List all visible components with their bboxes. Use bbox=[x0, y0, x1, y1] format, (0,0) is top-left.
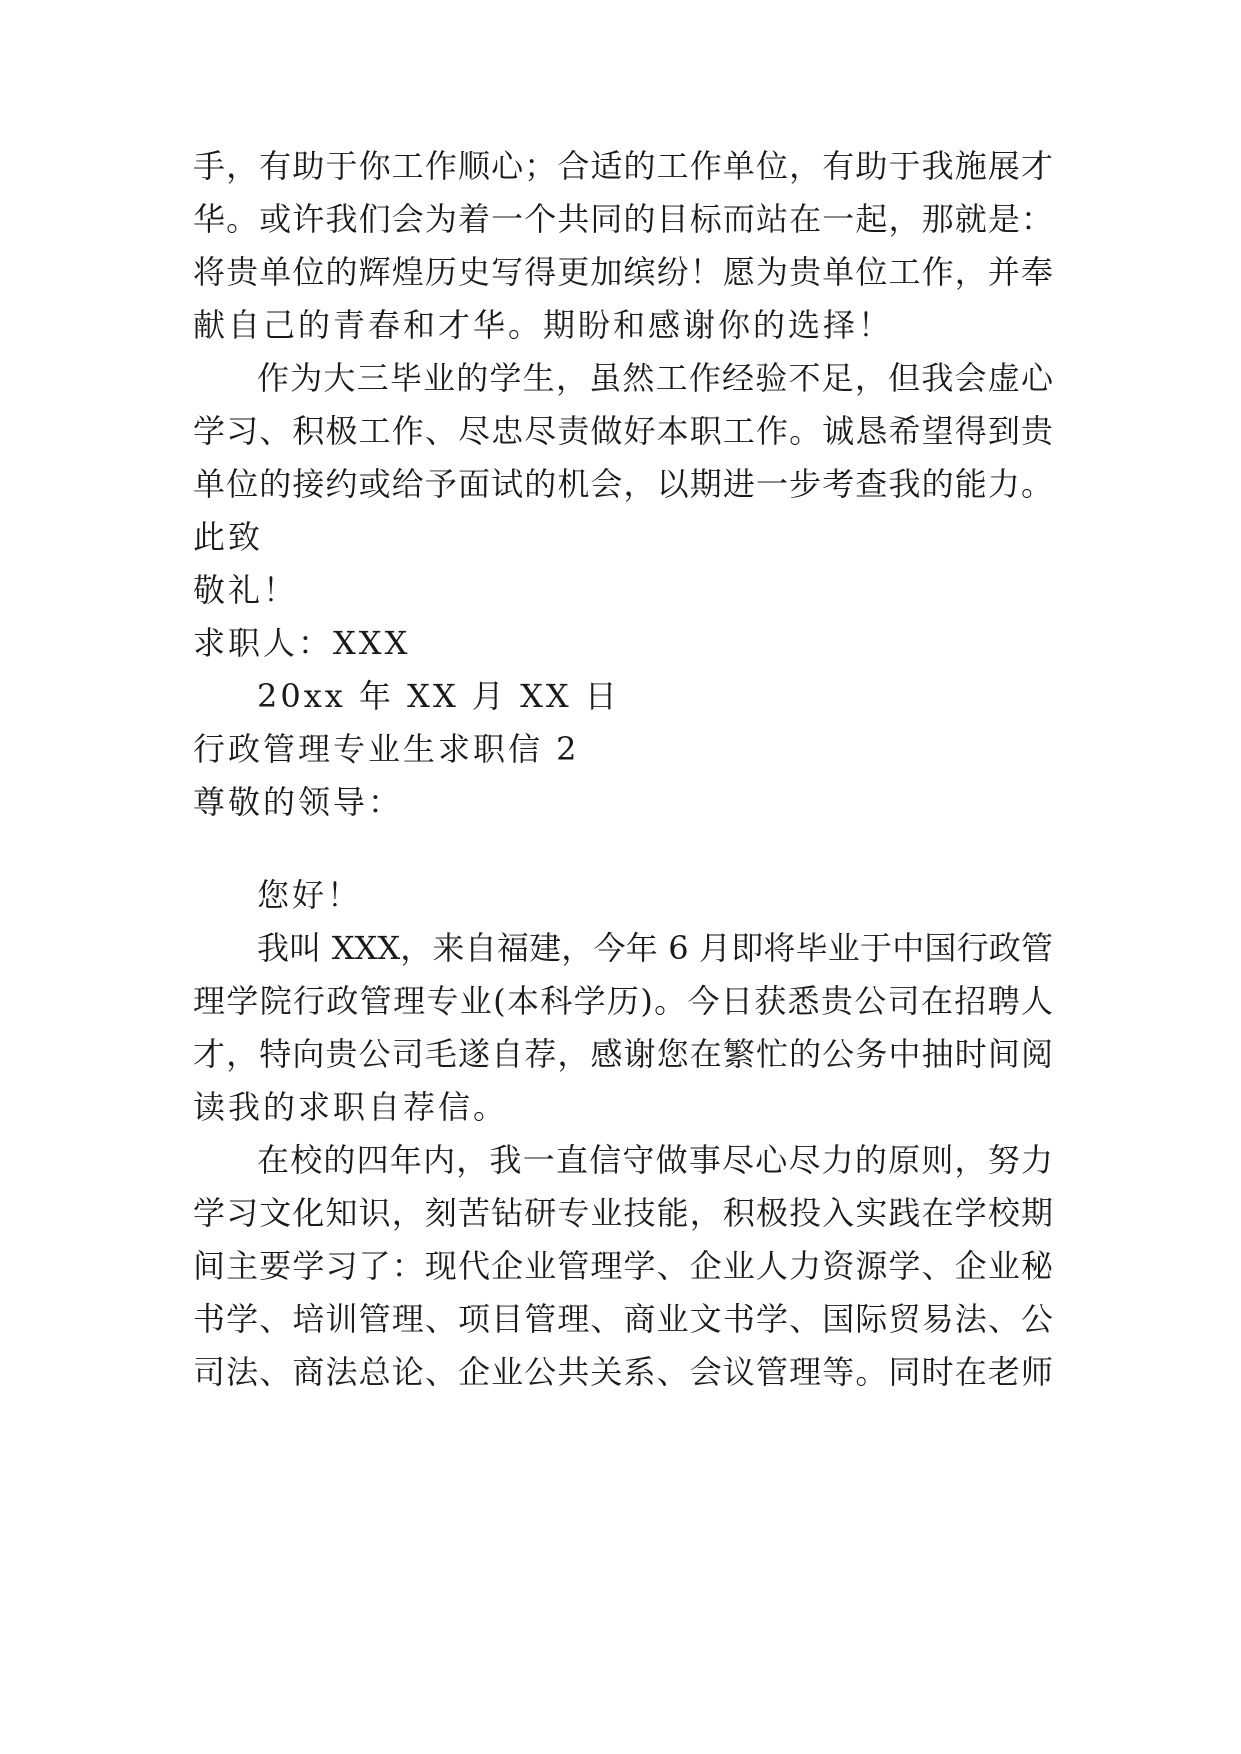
body-text-line: 学习文化知识，刻苦钻研专业技能，积极投入实践在学校期 bbox=[193, 1194, 1053, 1232]
body-text-line: 才，特向贵公司毛遂自荐，感谢您在繁忙的公务中抽时间阅 bbox=[193, 1035, 1053, 1073]
body-text-line: 在校的四年内，我一直信守做事尽心尽力的原则，努力 bbox=[257, 1141, 1053, 1179]
signer-line: 求职人：XXX bbox=[193, 624, 411, 662]
greeting: 您好！ bbox=[257, 876, 363, 914]
body-text-line: 学习、积极工作、尽忠尽责做好本职工作。诚恳希望得到贵 bbox=[193, 412, 1053, 450]
closing-line: 敬礼！ bbox=[193, 571, 299, 609]
body-text-line: 司法、商法总论、企业公共关系、会议管理等。同时在老师 bbox=[193, 1353, 1053, 1391]
body-text-line: 手，有助于你工作顺心；合适的工作单位，有助于我施展才 bbox=[193, 147, 1053, 185]
letter-title: 行政管理专业生求职信 2 bbox=[193, 730, 580, 768]
body-text-line: 我叫 XXX，来自福建，今年 6 月即将毕业于中国行政管 bbox=[257, 929, 1053, 967]
body-text-line: 单位的接约或给予面试的机会，以期进一步考查我的能力。 bbox=[193, 465, 1053, 503]
body-text-line: 间主要学习了：现代企业管理学、企业人力资源学、企业秘 bbox=[193, 1247, 1053, 1285]
body-text-line: 华。或许我们会为着一个共同的目标而站在一起，那就是： bbox=[193, 200, 1053, 238]
body-text-line: 献自己的青春和才华。期盼和感谢你的选择！ bbox=[193, 306, 894, 344]
body-text-line: 理学院行政管理专业(本科学历)。今日获悉贵公司在招聘人 bbox=[193, 982, 1053, 1020]
body-text-line: 将贵单位的辉煌历史写得更加缤纷！愿为贵单位工作，并奉 bbox=[193, 253, 1053, 291]
body-text-line: 读我的求职自荐信。 bbox=[193, 1088, 509, 1126]
date-line: 20xx 年 XX 月 XX 日 bbox=[257, 677, 620, 715]
body-text-line: 作为大三毕业的学生，虽然工作经验不足，但我会虚心 bbox=[257, 359, 1053, 397]
body-text-line: 书学、培训管理、项目管理、商业文书学、国际贸易法、公 bbox=[193, 1300, 1053, 1338]
salutation: 尊敬的领导： bbox=[193, 783, 404, 821]
closing-line: 此致 bbox=[193, 518, 264, 556]
